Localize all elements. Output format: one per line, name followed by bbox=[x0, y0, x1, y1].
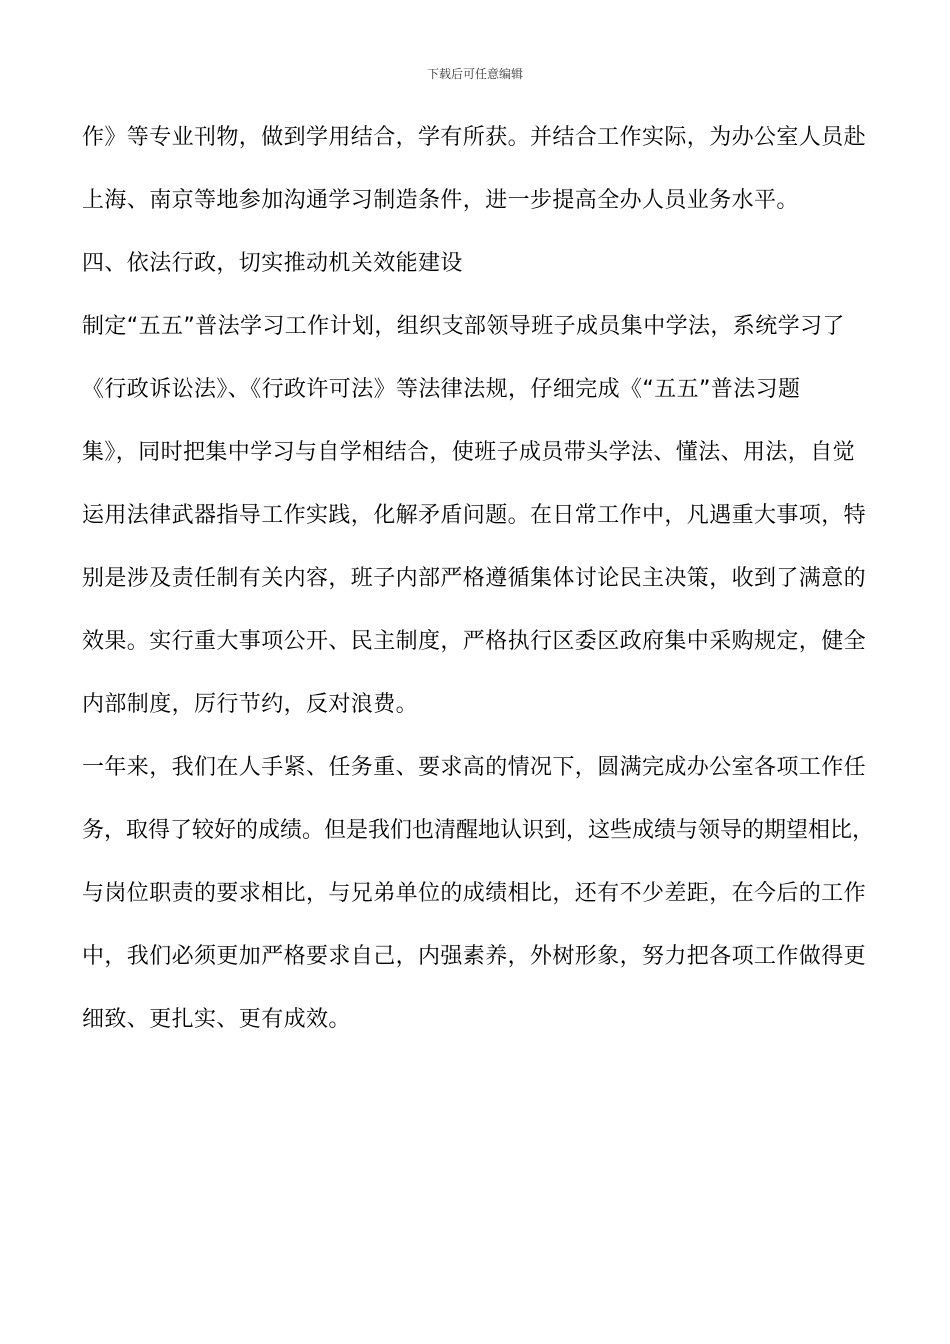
text-line: 效果。实行重大事项公开、民主制度，严格执行区委区政府集中采购规定，健全 bbox=[82, 629, 867, 654]
text-line: 务，取得了较好的成绩。但是我们也清醒地认识到，这些成绩与领导的期望相比， bbox=[82, 818, 875, 843]
text-line: 中，我们必须更加严格要求自己，内强素养，外树形象，努力把各项工作做得更 bbox=[82, 944, 867, 969]
text-line: 集》，同时把集中学习与自学相结合，使班子成员带头学法、懂法、用法，自觉 bbox=[82, 440, 856, 465]
text-line: 作》等专业刊物，做到学用结合，学有所获。并结合工作实际，为办公室人员赴 bbox=[82, 125, 867, 150]
text-line: 与岗位职责的要求相比，与兄弟单位的成绩相比，还有不少差距，在今后的工作 bbox=[82, 881, 867, 906]
document-body bbox=[82, 118, 882, 1063]
text-line: 细致、更扎实、更有成效。 bbox=[82, 1007, 351, 1032]
page-header: 下载后可任意编辑 bbox=[426, 67, 523, 81]
text-line: 别是涉及责任制有关内容，班子内部严格遵循集体讨论民主决策，收到了满意的 bbox=[82, 566, 867, 591]
text-line: 运用法律武器指导工作实践，化解矛盾问题。在日常工作中，凡遇重大事项，特 bbox=[82, 503, 867, 528]
text-line: 《行政诉讼法》、《行政许可法》等法律法规，仔细完成《“五五”普法习题 bbox=[82, 377, 801, 402]
section-heading: 四、依法行政，切实推动机关效能建设 bbox=[82, 251, 463, 276]
text-line: 制定“五五”普法学习工作计划，组织支部领导班子成员集中学法，系统学习了 bbox=[82, 314, 845, 339]
text-line: 上海、南京等地参加沟通学习制造条件，进一步提高全办人员业务水平。 bbox=[82, 188, 799, 213]
text-line: 一年来，我们在人手紧、任务重、要求高的情况下，圆满完成办公室各项工作任 bbox=[82, 755, 867, 780]
text-line: 内部制度，厉行节约，反对浪费。 bbox=[82, 692, 419, 717]
